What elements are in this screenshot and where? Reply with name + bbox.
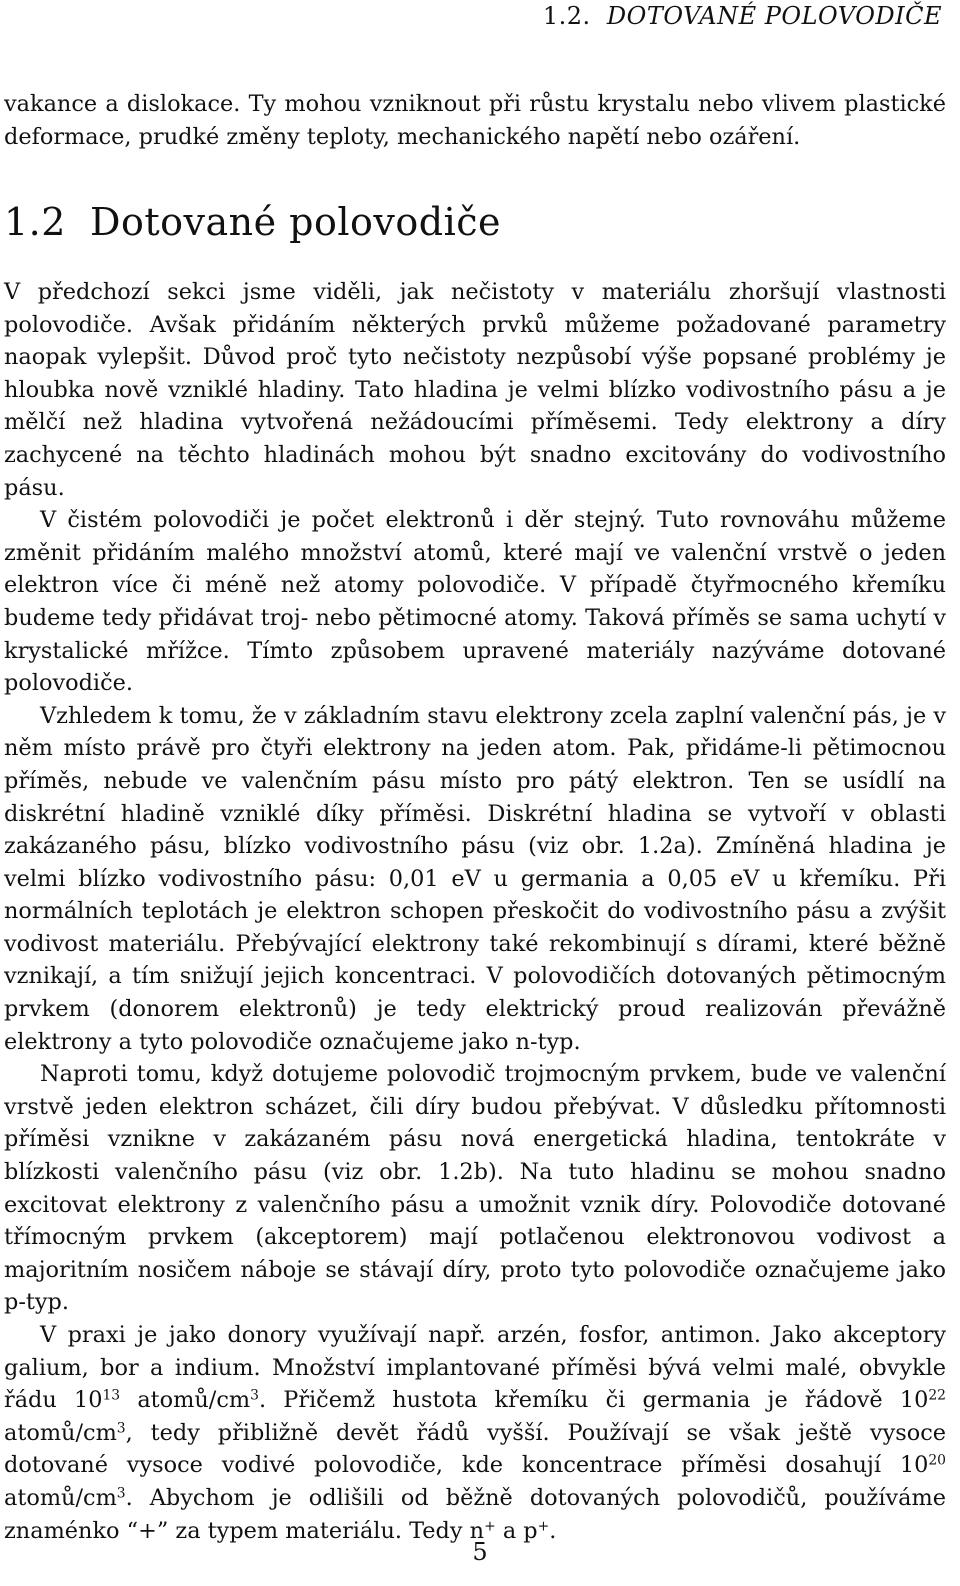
- exponent: 3: [116, 1485, 126, 1502]
- text-run: atomů/cm: [4, 1419, 117, 1446]
- text-run: .: [549, 1517, 557, 1544]
- text-run: . Abychom je odlišili od běžně dotovaných polovodičů, používáme znaménko “+” za typem materiálu. Tedy n: [4, 1484, 946, 1544]
- section-number: 1.2: [4, 200, 66, 244]
- text-run: a p: [495, 1517, 538, 1544]
- text-run: atomů/cm: [120, 1387, 251, 1414]
- text-run: , tedy přibližně devět řádů vyšší. Používají se však ještě vysoce dotované vysoce vodivé polovodiče, kde koncentrace příměsi dosahují 10: [4, 1419, 946, 1479]
- paragraph-3: Vzhledem k tomu, že v základním stavu elektrony zcela zaplní valenční pás, je v něm místo právě pro čtyři elektrony na jeden atom. Pak, přidáme-li pětimocnou příměs, nebude ve valenčním pásu místo pro pátý elektron. Ten se usídlí na diskrétní hladině vzniklé díky příměsi. Diskrétní hladina se vytvoří v oblasti zakázaného pásu, blízko vodivostního pásu (viz obr. 1.2a). Zmíněná hladina je velmi blízko vodivostního pásu: 0,01 eV u germania a 0,05 eV u křemíku. Při normálních teplotách je elektron schopen přeskočit do vodivostního pásu a zvýšit vodivost materiálu. Přebývající elektrony také rekombinují s dírami, které běžně vznikají, a tím snižují jejich koncentraci. V polovodičích dotovaných pětimocným prvkem (donorem elektronů) je tedy elektrický proud realizován převážně elektrony a tyto polovodiče označujeme jako n-typ.: [4, 702, 946, 1055]
- text-run: V praxi je jako donory využívají např. arzén, fosfor, antimon. Jako akceptory galium, bor a indium. Množství implantované příměsi bývá velmi malé, obvykle řádu 10: [4, 1322, 946, 1414]
- text-run: . Přičemž hustota křemíku či germania je řádově 10: [258, 1387, 929, 1414]
- section-body: [4, 276, 946, 1547]
- running-head-number: 1.2.: [542, 2, 591, 30]
- section-heading: [4, 200, 501, 244]
- paragraph-4: Naproti tomu, když dotujeme polovodič trojmocným prvkem, bude ve valenční vrstvě jeden elektron scházet, čili díry budou přebývat. V důsledku přítomnosti příměsi vznikne v zakázaném pásu nová energetická hladina, tentokráte v blízkosti valenčního pásu (viz obr. 1.2b). Na tuto hladinu se mohou snadno excitovat elektrony z valenčního pásu a umožnit vznik díry. Polovodiče dotované třímocným prvkem (akceptorem) mají potlačenou elektronovou vodivost a majoritním nosičem náboje se stávají díry, proto tyto polovodiče označujeme jako p-typ.: [4, 1061, 946, 1316]
- text-run: atomů/cm: [4, 1484, 117, 1511]
- exponent: 13: [102, 1387, 121, 1404]
- superscript-plus: +: [537, 1517, 550, 1534]
- exponent: 3: [116, 1420, 126, 1437]
- paragraph-5: [4, 1319, 946, 1547]
- intro-paragraph: [4, 88, 946, 153]
- running-head: [543, 2, 942, 30]
- exponent: 3: [250, 1387, 259, 1404]
- section-title: Dotované polovodiče: [90, 200, 501, 244]
- running-head-title: DOTOVANÉ POLOVODIČE: [606, 2, 942, 30]
- exponent: 20: [928, 1452, 946, 1469]
- paragraph-2: V čistém polovodiči je počet elektronů i děr stejný. Tuto rovnováhu můžeme změnit přidáním malého množství atomů, které mají ve valenční vrstvě o jeden elektron více či méně než atomy polovodiče. V případě čtyřmocného křemíku budeme tedy přidávat troj- nebo pětimocné atomy. Taková příměs se sama uchytí v krystalické mřížce. Tímto způsobem upravené materiály nazýváme dotované polovodiče.: [4, 507, 946, 697]
- exponent: 22: [928, 1387, 946, 1404]
- superscript-plus: +: [484, 1517, 496, 1534]
- paragraph: vakance a dislokace. Ty mohou vzniknout při růstu krystalu nebo vlivem plastické deformace, prudké změny teploty, mechanického napětí nebo ozáření.: [4, 91, 946, 150]
- page-number: 5: [472, 1538, 488, 1566]
- paragraph-1: V předchozí sekci jsme viděli, jak nečistoty v materiálu zhoršují vlastnosti polovodiče. Avšak přidáním některých prvků můžeme požadované parametry naopak vylepšit. Důvod proč tyto nečistoty nezpůsobí výše popsané problémy je hloubka nově vzniklé hladiny. Tato hladina je velmi blízko vodivostního pásu a je mělčí než hladina vytvořená nežádoucími příměsemi. Tedy elektrony a díry zachycené na těchto hladinách mohou být snadno excitovány do vodivostního pásu.: [4, 279, 946, 501]
